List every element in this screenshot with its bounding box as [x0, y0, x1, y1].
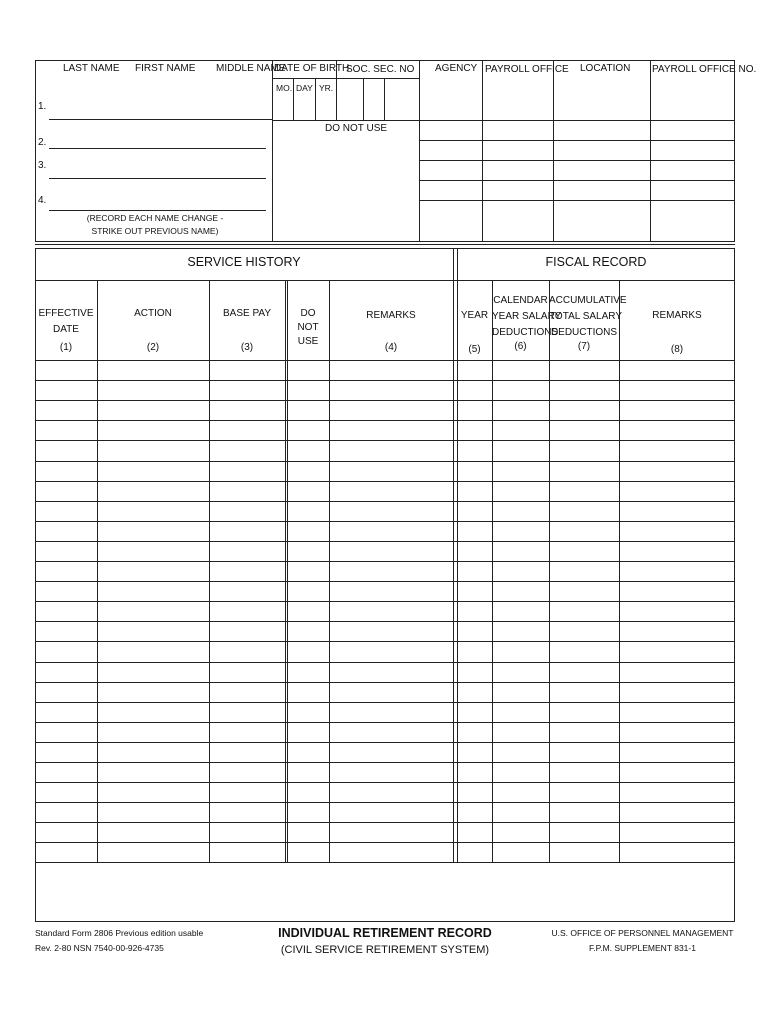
table-row-line [35, 440, 735, 441]
name-line-2 [49, 148, 266, 149]
service-history-title: SERVICE HISTORY [187, 255, 301, 269]
record-note-line-1: (RECORD EACH NAME CHANGE - [86, 213, 224, 223]
payroll-office-label: PAYROLL OFFICE [485, 64, 569, 75]
col-header-remarks-8: REMARKS (8) [652, 310, 702, 355]
section-split-left [453, 248, 454, 862]
section-title-underline [35, 280, 735, 281]
footer-form-title: INDIVIDUAL RETIREMENT RECORD [278, 926, 492, 940]
table-row-line [35, 682, 735, 683]
name-line-number-3: 3. [38, 160, 47, 171]
footer-nsn: Rev. 2-80 NSN 7540-00-926-4735 [35, 943, 164, 953]
table-row-line [35, 722, 735, 723]
table-row-line [35, 461, 735, 462]
table-row-line [35, 802, 735, 803]
table-row-line [35, 360, 735, 361]
dob-ssn-bottom-line [272, 120, 419, 121]
footer-supplement: F.P.M. SUPPLEMENT 831-1 [589, 943, 696, 953]
divider-ssn-agency [419, 60, 420, 242]
name-line-1 [49, 119, 272, 120]
col-header-effective-date: EFFECTIVE DATE (1) [38, 308, 94, 353]
name-line-3 [49, 178, 266, 179]
column-line [287, 280, 288, 862]
table-row-line [35, 822, 735, 823]
column-line [97, 280, 98, 862]
ssn-box-line-1 [363, 78, 364, 120]
table-row-line [35, 762, 735, 763]
table-row-line [35, 601, 735, 602]
col-header-accumulative-total: ACCUMULATIVE TOTAL SALARY DEDUCTIONS (7) [549, 295, 627, 352]
column-line [549, 280, 550, 862]
agency-row-line-3 [419, 160, 735, 161]
table-row-line [35, 842, 735, 843]
divider-names-dob [272, 60, 273, 242]
agency-row-line-1 [419, 120, 735, 121]
divider-agency-payroll [482, 60, 483, 242]
table-row-line [35, 400, 735, 401]
table-row-line [35, 541, 735, 542]
table-bottom-line [35, 862, 735, 863]
column-line [492, 280, 493, 862]
do-not-use-label: DO NOT USE [325, 123, 388, 134]
dob-day-yr-line [315, 78, 316, 120]
table-row-line [35, 481, 735, 482]
column-line [329, 280, 330, 862]
table-row-line [35, 380, 735, 381]
col-header-do-not-use: DO NOT USE [297, 308, 319, 347]
last-name-label: LAST NAME [63, 63, 120, 74]
dob-yr-label: YR. [319, 83, 334, 93]
dob-mo-label: MO. [276, 83, 293, 93]
payroll-office-no-label: PAYROLL OFFICE NO. [652, 64, 757, 75]
dob-subheader-line [272, 78, 336, 79]
record-note-line-2: STRIKE OUT PREVIOUS NAME) [91, 226, 219, 236]
ssn-top-line [336, 78, 419, 79]
table-row-line [35, 782, 735, 783]
column-line [619, 280, 620, 862]
column-line [285, 280, 286, 862]
fiscal-record-title: FISCAL RECORD [545, 255, 647, 269]
col-header-action: ACTION (2) [134, 308, 172, 353]
soc-sec-no-label: SOC. SEC. NO [346, 64, 415, 75]
ssn-box-line-2 [384, 78, 385, 120]
agency-row-line-2 [419, 140, 735, 141]
table-row-line [35, 581, 735, 582]
divider-payroll-location [553, 60, 554, 242]
table-row-line [35, 621, 735, 622]
table-row-line [35, 641, 735, 642]
location-label: LOCATION [580, 63, 631, 74]
name-line-4 [49, 210, 266, 211]
table-row-line [35, 702, 735, 703]
name-line-number-2: 2. [38, 137, 47, 148]
table-row-line [35, 742, 735, 743]
table-row-line [35, 561, 735, 562]
table-row-line [35, 501, 735, 502]
table-row-line [35, 420, 735, 421]
footer-agency: U.S. OFFICE OF PERSONNEL MANAGEMENT [551, 928, 734, 938]
section-separator-top [35, 244, 735, 245]
footer-form-number: Standard Form 2806 Previous edition usable [35, 928, 204, 938]
divider-location-payrollno [650, 60, 651, 242]
first-name-label: FIRST NAME [135, 63, 196, 74]
table-row-line [35, 662, 735, 663]
col-header-calendar-year-salary: CALENDAR YEAR SALARY DEDUCTIONS (6) [492, 295, 562, 352]
column-line [209, 280, 210, 862]
table-row-line [35, 521, 735, 522]
agency-row-line-4 [419, 180, 735, 181]
middle-name-label: MIDDLE NAME [216, 63, 286, 74]
footer-form-subtitle: (CIVIL SERVICE RETIREMENT SYSTEM) [280, 944, 490, 956]
name-line-number-4: 4. [38, 195, 47, 206]
dob-mo-day-line [293, 78, 294, 120]
agency-label: AGENCY [435, 63, 478, 74]
col-header-remarks-4: REMARKS (4) [366, 310, 416, 353]
col-header-base-pay: BASE PAY (3) [223, 308, 271, 353]
col-header-year: YEAR (5) [460, 310, 489, 355]
date-of-birth-label: DATE OF BIRTH [274, 63, 350, 74]
dob-day-label: DAY [296, 83, 313, 93]
agency-row-line-5 [419, 200, 735, 201]
name-line-number-1: 1. [38, 101, 47, 112]
